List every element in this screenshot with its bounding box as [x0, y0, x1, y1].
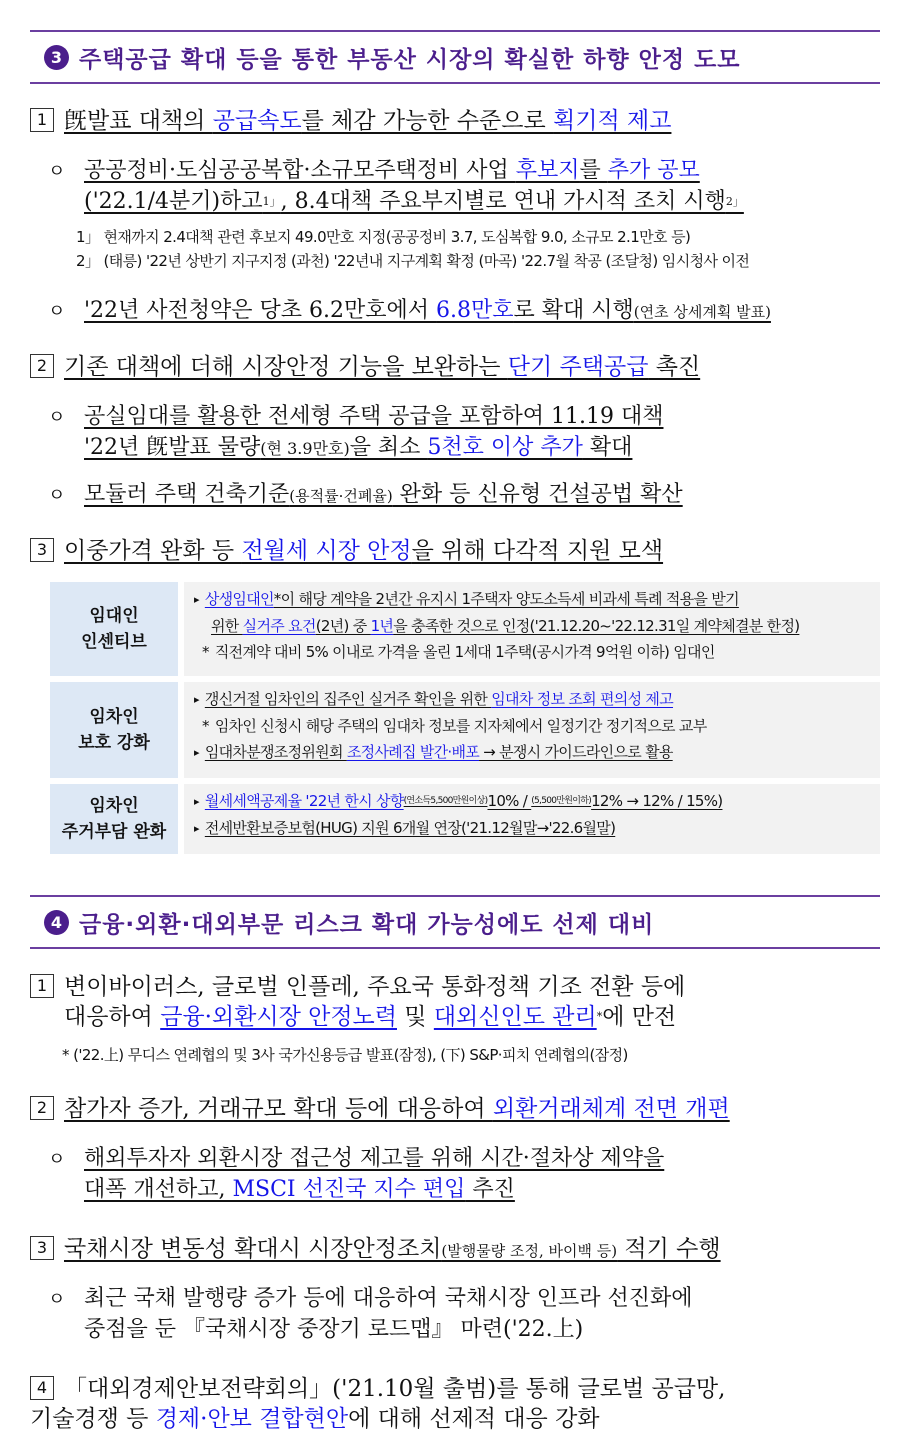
triangle-bullet-icon: ▸: [194, 746, 199, 759]
row-text: 갱신거절 임차인의 집주인 실거주 확인을 위한: [204, 690, 492, 708]
bullet-mark: ㅇ: [48, 1149, 66, 1170]
row-text: 상생임대인: [204, 590, 274, 608]
item-number-box: 2: [30, 1096, 54, 1120]
row-line: [194, 815, 872, 842]
row-line: [194, 686, 872, 713]
section-3-header: [30, 30, 880, 84]
bullet-mark: ㅇ: [48, 301, 66, 322]
item-number-box: 1: [30, 108, 54, 132]
bullet-bond-roadmap: ㅇ 최근 국채 발행량 증가 등에 대응하여 국채시장 인프라 선진화에 중점을 둔 『국채시장 중장기 로드맵』 마련('22.上): [48, 1286, 693, 1342]
footnote-section4: * ('22.上) 무디스 연례협의 및 3사 국가신용등급 발표(잠정), (下) S&P·피치 연례협의(잠정): [62, 1046, 628, 1064]
section-3-item-3: 3 이중가격 완화 등 전월세 시장 안정을 위해 다각적 지원 모색: [30, 536, 882, 566]
table-row-tenant-protection: [50, 682, 880, 778]
table-row-landlord: [50, 582, 880, 676]
row-line: [194, 613, 872, 639]
section-4-item-2: 2 참가자 증가, 거래규모 확대 등에 대응하여 외환거래체계 전면 개편: [30, 1094, 882, 1124]
bullet-jeonse-supply: ㅇ 공실임대를 활용한 전세형 주택 공급을 포함하여 11.19 대책 '22년 旣발표 물량(현 3.9만호)을 최소 5천호 이상 추가 확대: [48, 404, 664, 460]
asterisk-mark: *: [202, 717, 209, 735]
item-number-box: 2: [30, 354, 54, 378]
row-label: 임대인 인센티브: [50, 582, 178, 676]
row-text: 임대차분쟁조정위원회: [204, 743, 347, 761]
row-content: [184, 784, 880, 854]
row-content: [184, 582, 880, 676]
row-text: 위한: [211, 617, 243, 635]
bullet-mark: ㅇ: [48, 485, 66, 506]
row-label: 임차인 보호 강화: [50, 682, 178, 778]
row-text: 임대차 정보 조회 편의성 제고: [491, 690, 674, 708]
section-3-title: 주택공급 확대 등을 통한 부동산 시장의 확실한 하향 안정 도모: [79, 46, 741, 73]
footnote-2: 2」 (태릉) '22년 상반기 지구지정 (과천) '22년내 지구계획 확정 (마곡) '22.7월 착공 (조달청) 임시청사 이전: [76, 252, 750, 270]
row-line: [194, 639, 872, 665]
bullet-mark: ㅇ: [48, 1289, 66, 1310]
row-line: [194, 739, 872, 766]
section-4-item-4: 4 「대외경제안보전략회의」('21.10월 출범)를 통해 글로벌 공급망, 기술경쟁 등 경제·안보 결합현안에 대해 선제적 대응 강화: [30, 1376, 726, 1432]
triangle-bullet-icon: ▸: [194, 822, 199, 835]
row-content: [184, 682, 880, 778]
bullet-fx-access: ㅇ 해외투자자 외환시장 접근성 제고를 위해 시간·절차상 제약을 대폭 개선하고, MSCI 선진국 지수 편입 추진: [48, 1146, 665, 1202]
item-number-box: 3: [30, 538, 54, 562]
row-text: 1년: [370, 617, 394, 635]
triangle-bullet-icon: ▸: [194, 795, 199, 808]
footnote-1: 1」 현재까지 2.4대책 관련 후보지 49.0만호 지정(공공정비 3.7, 도심복합 9.0, 소규모 2.1만호 등): [76, 228, 691, 246]
item-number-box: 3: [30, 1236, 54, 1260]
rental-support-table: [50, 582, 880, 860]
section-4-item-1: 1 변이바이러스, 글로벌 인플레, 주요국 통화정책 기조 전환 등에 대응하여 금융·외환시장 안정노력 및 대외신인도 관리*에 만전: [30, 972, 882, 1032]
row-text: 임차인 신청시 해당 주택의 임대차 정보를 지자체에서 일정기간 정기적으로 교부: [214, 717, 707, 735]
row-label: 임차인 주거부담 완화: [50, 784, 178, 854]
section-4-number: 4: [44, 910, 69, 935]
row-text: 12% → 12% / 15%): [591, 792, 723, 810]
bullet-modular: ㅇ 모듈러 주택 건축기준(용적률·건폐율) 완화 등 신유형 건설공법 확산: [48, 480, 882, 511]
row-text: 전세반환보증보험(HUG) 지원 6개월 연장('21.12월말→'22.6월말): [204, 819, 616, 837]
section-3-number: 3: [44, 45, 69, 70]
triangle-bullet-icon: ▸: [194, 693, 199, 706]
section-4-item-3: 3 국채시장 변동성 확대시 시장안정조치(발행물량 조정, 바이백 등) 적기 수행: [30, 1234, 882, 1266]
row-line: [194, 788, 872, 815]
row-text: (연소득5,500만원이상): [403, 796, 488, 806]
row-text: 실거주 요건: [242, 617, 316, 635]
row-text: 조정사례집 발간·배포: [346, 743, 480, 761]
item-1-text: 旣발표 대책의 공급속도를 체감 가능한 수준으로 획기적 제고: [64, 108, 672, 134]
triangle-bullet-icon: ▸: [194, 593, 199, 606]
bullet-mark: ㅇ: [48, 407, 66, 428]
row-text: → 분쟁시 가이드라인으로 활용: [479, 743, 673, 761]
section-4-title: 금융·외환·대외부문 리스크 확대 가능성에도 선제 대비: [79, 911, 655, 938]
section-4-header: [30, 895, 880, 949]
section-3-item-2: 2 기존 대책에 더해 시장안정 기능을 보완하는 단기 주택공급 촉진: [30, 352, 882, 382]
bullet-supply-candidates: ㅇ 공공정비·도심공공복합·소규모주택정비 사업 후보지를 추가 공모 ('22.1/4분기)하고$^{1」}$, 8.4대책 주요부지별로 연내 가시적 조치 시행$^{2」}$: [48, 158, 744, 214]
bullet-presale: ㅇ '22년 사전청약은 당초 6.2만호에서 6.8만호로 확대 시행(연초 상세계획 발표): [48, 296, 882, 327]
item-number-box: 1: [30, 974, 54, 998]
bullet-mark: ㅇ: [48, 161, 66, 182]
row-line: [194, 713, 872, 739]
asterisk-mark: *: [202, 643, 209, 661]
row-text: (2년) 중: [315, 617, 371, 635]
row-line: [194, 586, 872, 613]
row-text: (5,500만원이하): [531, 796, 592, 806]
table-row-tenant-burden: [50, 784, 880, 854]
row-text: 을 충족한 것으로 인정('21.12.20~'22.12.31일 계약체결분 한정): [393, 617, 800, 635]
row-text: 월세세액공제율 '22년 한시 상향: [204, 792, 404, 810]
section-3-item-1: [30, 106, 882, 136]
item-number-box: 4: [30, 1376, 54, 1400]
row-text: 직전계약 대비 5% 이내로 가격을 올린 1세대 1주택(공시가격 9억원 이하) 임대인: [214, 643, 715, 661]
row-text: *이 해당 계약을 2년간 유지시 1주택자 양도소득세 비과세 특례 적용을 받기: [273, 590, 739, 608]
row-text: 10% /: [487, 792, 532, 810]
